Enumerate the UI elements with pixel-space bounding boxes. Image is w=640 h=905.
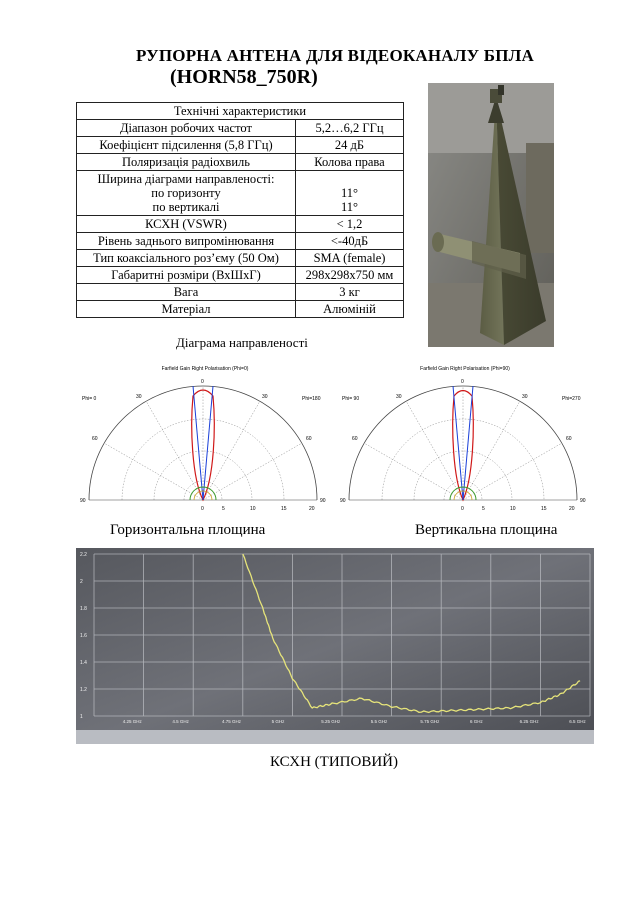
polar-plot-vertical xyxy=(340,358,590,518)
y-tick-label: 1.2 xyxy=(80,687,87,693)
radial-tick: 20 xyxy=(569,506,575,512)
spec-value: 298х298х750 мм xyxy=(296,267,404,284)
angle-label: 60 xyxy=(306,436,312,442)
radial-tick: 15 xyxy=(281,506,287,512)
radial-tick: 15 xyxy=(541,506,547,512)
table-row xyxy=(77,233,404,250)
phi-left-label: Phi= 90 xyxy=(342,396,360,402)
x-tick-label: 5.75 GHz xyxy=(420,719,440,724)
horizontal-plane-caption: Горизонтальна площина xyxy=(110,522,266,538)
spec-param: Діапазон робочих частот xyxy=(77,120,296,137)
spec-param: Габаритні розміри (ВхШхГ) xyxy=(77,267,296,284)
y-tick-label: 2 xyxy=(80,579,83,585)
table-row xyxy=(77,284,404,301)
table-row xyxy=(77,301,404,318)
vswr-chart-svg xyxy=(76,548,594,744)
x-tick-label: 4.75 GHz xyxy=(222,719,242,724)
angle-label: 30 xyxy=(262,394,268,400)
angle-label: 30 xyxy=(136,394,142,400)
y-tick-label: 2.2 xyxy=(80,552,87,558)
vswr-chart xyxy=(76,548,594,744)
model-name: (HORN58_750R) xyxy=(170,66,318,88)
table-row xyxy=(77,250,404,267)
table-row xyxy=(77,120,404,137)
phi-left-label: Phi= 0 xyxy=(82,396,97,402)
angle-label: 30 xyxy=(396,394,402,400)
spec-value: 5,2…6,2 ГГц xyxy=(296,120,404,137)
angle-label: 90 xyxy=(580,498,586,504)
polar-plot-title: Farfield Gain Right Polarisation (Phi=0) xyxy=(161,366,249,372)
spec-param: Рівень заднього випромінювання xyxy=(77,233,296,250)
beamwidth-values xyxy=(296,171,404,216)
x-tick-label: 5.25 GHz xyxy=(321,719,341,724)
spec-param: Коефіцієнт підсилення (5,8 ГГц) xyxy=(77,137,296,154)
radial-tick: 0 xyxy=(461,506,464,512)
table-row xyxy=(77,103,404,120)
beamwidth-param xyxy=(77,171,296,216)
polar-plot-horizontal xyxy=(80,358,330,518)
x-tick-label: 4.5 GHz xyxy=(172,719,189,724)
polar-plot-title: Farfield Gain Right Polarisation (Phi=90) xyxy=(420,366,510,372)
y-tick-label: 1.6 xyxy=(80,633,87,639)
radial-tick: 5 xyxy=(482,506,485,512)
y-tick-label: 1.8 xyxy=(80,606,87,612)
antenna-photo xyxy=(428,83,554,347)
x-tick-label: 6.25 GHz xyxy=(519,719,539,724)
table-row xyxy=(77,154,404,171)
spec-value: SMA (female) xyxy=(296,250,404,267)
document-title: РУПОРНА АНТЕНА ДЛЯ ВІДЕОКАНАЛУ БПЛА xyxy=(136,46,534,65)
beamwidth-horizontal-value: 11° xyxy=(340,186,359,200)
y-tick-label: 1.4 xyxy=(80,660,87,666)
radial-tick: 5 xyxy=(222,506,225,512)
antenna-illustration xyxy=(428,83,554,347)
spec-param: Тип коаксіального роз’єму (50 Ом) xyxy=(77,250,296,267)
spec-param: Поляризація радіохвиль xyxy=(77,154,296,171)
spec-value: <-40дБ xyxy=(296,233,404,250)
angle-label: 90 xyxy=(340,498,346,504)
x-tick-label: 6 GHz xyxy=(470,719,483,724)
y-tick-label: 1 xyxy=(80,714,83,720)
diagram-title: Діаграма направленості xyxy=(176,335,308,350)
radial-tick: 10 xyxy=(250,506,256,512)
spec-value: Колова права xyxy=(296,154,404,171)
x-tick-label: 6.5 GHz xyxy=(569,719,586,724)
x-tick-label: 5.5 GHz xyxy=(370,719,388,724)
beamwidth-label: Ширина діаграми направленості: xyxy=(97,172,275,186)
beamwidth-vertical-value: 11° xyxy=(340,200,359,214)
specs-table xyxy=(76,102,404,318)
table-row xyxy=(77,137,404,154)
beamwidth-horizontal-label: по горизонту xyxy=(151,186,221,200)
radial-tick: 0 xyxy=(201,506,204,512)
radial-tick: 10 xyxy=(510,506,516,512)
spec-value: < 1,2 xyxy=(296,216,404,233)
angle-label: 60 xyxy=(92,436,98,442)
phi-right-label: Phi=180 xyxy=(302,396,321,402)
radial-tick: 20 xyxy=(309,506,315,512)
vswr-caption: КСХН (ТИПОВИЙ) xyxy=(270,754,398,770)
angle-label: 90 xyxy=(80,498,86,504)
phi-right-label: Phi=270 xyxy=(562,396,581,402)
angle-label: 0 xyxy=(201,379,204,385)
specs-header: Технічні характеристики xyxy=(77,103,404,120)
beam-edge-line xyxy=(193,386,203,500)
table-row xyxy=(77,216,404,233)
angle-label: 90 xyxy=(320,498,326,504)
angle-label: 60 xyxy=(566,436,572,442)
x-tick-label: 4.25 GHz xyxy=(122,719,142,724)
vertical-plane-caption: Вертикальна площина xyxy=(415,522,558,538)
spec-value: 24 дБ xyxy=(296,137,404,154)
beam-edge-line xyxy=(203,386,213,500)
spec-param: КСХН (VSWR) xyxy=(77,216,296,233)
beamwidth-vertical-label: по вертикалі xyxy=(152,200,220,214)
spec-param: Матеріал xyxy=(77,301,296,318)
spec-value: 3 кг xyxy=(296,284,404,301)
spec-value: Алюміній xyxy=(296,301,404,318)
spec-param: Вага xyxy=(77,284,296,301)
angle-label: 0 xyxy=(461,379,464,385)
table-row xyxy=(77,171,404,216)
table-row xyxy=(77,267,404,284)
angle-label: 60 xyxy=(352,436,358,442)
x-tick-label: 5 GHz xyxy=(271,719,285,724)
angle-label: 30 xyxy=(522,394,528,400)
